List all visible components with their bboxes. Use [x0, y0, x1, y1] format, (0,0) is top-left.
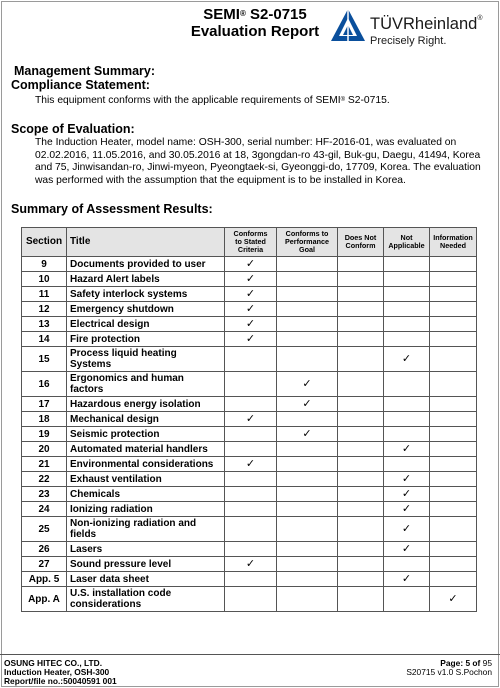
result-cell	[338, 332, 384, 347]
result-cell	[430, 317, 477, 332]
title-line: Lasers	[70, 543, 103, 555]
result-cell	[430, 557, 477, 572]
table-header-row	[22, 228, 477, 257]
title-line: Emergency shutdown	[70, 303, 174, 315]
section-cell: 14	[22, 332, 67, 347]
result-cell	[384, 502, 430, 517]
assessment-summary-heading: Summary of Assessment Results:	[11, 202, 213, 216]
statement-standard: S2-0715.	[345, 95, 390, 106]
title-line: factors	[70, 384, 104, 395]
result-cell	[430, 572, 477, 587]
title-cell	[67, 442, 225, 457]
result-cell	[277, 587, 338, 612]
section-cell: 18	[22, 412, 67, 427]
check-mark-icon: ✓	[401, 472, 412, 485]
footer-report-file: Report/file no.:50040591 001	[4, 676, 117, 686]
title-line: Exhaust ventilation	[70, 473, 162, 485]
result-cell	[277, 572, 338, 587]
result-cell	[430, 487, 477, 502]
title-line: Seismic protection	[70, 428, 160, 440]
title-line: considerations	[70, 599, 142, 610]
result-cell	[225, 332, 277, 347]
scope-text	[35, 137, 480, 187]
title-line: Hazard Alert labels	[70, 273, 160, 285]
result-cell	[338, 587, 384, 612]
col-header-section: Section	[22, 228, 67, 257]
page-of: of	[470, 658, 483, 668]
result-cell	[338, 502, 384, 517]
check-mark-icon: ✓	[401, 352, 412, 365]
section-cell: 24	[22, 502, 67, 517]
title-line: U.S. installation code	[70, 588, 172, 599]
result-cell	[384, 572, 430, 587]
result-cell	[430, 287, 477, 302]
check-mark-icon: ✓	[245, 412, 256, 425]
check-mark-icon: ✓	[401, 572, 412, 585]
result-cell	[225, 397, 277, 412]
table-row	[22, 397, 477, 412]
title-line: Chemicals	[70, 488, 121, 500]
result-cell	[338, 427, 384, 442]
table-row	[22, 542, 477, 557]
compliance-statement-heading: Compliance Statement:	[11, 78, 150, 92]
result-cell	[430, 502, 477, 517]
title-cell	[67, 332, 225, 347]
result-cell	[338, 457, 384, 472]
table-row	[22, 502, 477, 517]
scope-heading: Scope of Evaluation:	[11, 122, 135, 136]
check-mark-icon: ✓	[245, 257, 256, 270]
page-number: 5	[465, 658, 471, 668]
check-mark-icon: ✓	[401, 487, 412, 500]
title-line: Laser data sheet	[70, 573, 149, 585]
col-header-not-applicable: Not Applicable	[384, 228, 430, 257]
section-cell: 13	[22, 317, 67, 332]
table-row	[22, 457, 477, 472]
title-line: Automated material handlers	[70, 443, 208, 455]
scope-line: was performed with the assumption that the equipment is to be installed in Korea.	[35, 174, 406, 186]
result-cell	[430, 542, 477, 557]
result-cell	[384, 427, 430, 442]
result-cell	[277, 272, 338, 287]
result-cell	[225, 457, 277, 472]
table-row	[22, 517, 477, 542]
title-cell	[67, 587, 225, 612]
table-row	[22, 412, 477, 427]
result-cell	[277, 517, 338, 542]
result-cell	[338, 472, 384, 487]
table-row	[22, 257, 477, 272]
title-cell	[67, 287, 225, 302]
tuv-logo	[330, 8, 495, 52]
result-cell	[225, 427, 277, 442]
result-cell	[277, 442, 338, 457]
result-cell	[277, 472, 338, 487]
result-cell	[225, 442, 277, 457]
col-header-does-not-conform: Does Not Conform	[338, 228, 384, 257]
check-mark-icon: ✓	[302, 427, 312, 440]
page-label: Page:	[440, 658, 466, 668]
result-cell	[225, 317, 277, 332]
check-mark-icon: ✓	[401, 522, 412, 535]
standard-name: SEMI	[203, 6, 240, 23]
result-cell	[277, 457, 338, 472]
footer-company: OSUNG HITEC CO., LTD.	[4, 658, 103, 668]
section-cell: 21	[22, 457, 67, 472]
result-cell	[384, 587, 430, 612]
title-line: Fire protection	[70, 333, 141, 345]
result-cell	[384, 412, 430, 427]
result-cell	[338, 557, 384, 572]
table-row	[22, 572, 477, 587]
table-row	[22, 347, 477, 372]
result-cell	[277, 317, 338, 332]
title-cell	[67, 272, 225, 287]
result-cell	[225, 347, 277, 372]
result-cell	[338, 272, 384, 287]
result-cell	[384, 272, 430, 287]
section-cell: App. A	[22, 587, 67, 612]
result-cell	[225, 557, 277, 572]
title-cell	[67, 317, 225, 332]
result-cell	[225, 487, 277, 502]
result-cell	[338, 257, 384, 272]
footer-divider	[0, 654, 500, 655]
result-cell	[384, 317, 430, 332]
result-cell	[277, 412, 338, 427]
report-title	[170, 6, 340, 40]
result-cell	[225, 287, 277, 302]
scope-line: 02.02.2016, 11.05.2016, and 30.05.2016 at 18, 3gongdan-ro 43-gil, Buk-gu, Daegu, 41494, Korea	[35, 149, 481, 161]
result-cell	[430, 372, 477, 397]
result-cell	[225, 372, 277, 397]
section-cell: 22	[22, 472, 67, 487]
title-cell	[67, 517, 225, 542]
result-cell	[384, 457, 430, 472]
statement-text: This equipment conforms with the applicable requirements of SEMI	[35, 95, 341, 106]
check-mark-icon: ✓	[245, 302, 256, 315]
result-cell	[384, 347, 430, 372]
table-row	[22, 272, 477, 287]
result-cell	[277, 397, 338, 412]
check-mark-icon: ✓	[245, 557, 256, 570]
result-cell	[384, 442, 430, 457]
result-cell	[430, 302, 477, 317]
result-cell	[384, 257, 430, 272]
title-cell	[67, 347, 225, 372]
result-cell	[384, 472, 430, 487]
table-row	[22, 427, 477, 442]
title-cell	[67, 412, 225, 427]
result-cell	[338, 542, 384, 557]
check-mark-icon: ✓	[401, 442, 412, 455]
result-cell	[384, 332, 430, 347]
result-cell	[277, 372, 338, 397]
section-cell: App. 5	[22, 572, 67, 587]
result-cell	[384, 302, 430, 317]
result-cell	[384, 372, 430, 397]
section-cell: 23	[22, 487, 67, 502]
section-cell: 16	[22, 372, 67, 397]
section-cell: 12	[22, 302, 67, 317]
result-cell	[277, 487, 338, 502]
result-cell	[338, 347, 384, 372]
table-body	[22, 257, 477, 612]
scope-line: and 75, Jinwisandan-ro, Jinwi-myeon, Pyeongtaek-si, Gyeonggi-do, 17709, Korea. The evaluation	[35, 162, 481, 173]
result-cell	[430, 257, 477, 272]
check-mark-icon: ✓	[448, 592, 458, 605]
section-cell: 25	[22, 517, 67, 542]
table-row	[22, 317, 477, 332]
title-line: Ergonomics and human	[70, 373, 184, 384]
footer-version: S20715 v1.0 S.Pochon	[406, 667, 492, 677]
section-cell: 11	[22, 287, 67, 302]
section-cell: 10	[22, 272, 67, 287]
page-total: 95	[482, 658, 492, 668]
result-cell	[430, 517, 477, 542]
title-cell	[67, 542, 225, 557]
title-line: Environmental considerations	[70, 458, 214, 470]
footer-product: Induction Heater, OSH-300	[4, 667, 110, 677]
title-cell	[67, 397, 225, 412]
result-cell	[225, 572, 277, 587]
title-cell	[67, 427, 225, 442]
section-cell: 19	[22, 427, 67, 442]
title-line: Ionizing radiation	[70, 503, 153, 515]
title-cell	[67, 487, 225, 502]
title-line: Systems	[70, 359, 112, 370]
logo-registered-mark: ®	[477, 15, 483, 22]
result-cell	[338, 412, 384, 427]
table-row	[22, 587, 477, 612]
result-cell	[225, 517, 277, 542]
title-line: Process liquid heating	[70, 348, 177, 359]
result-cell	[430, 412, 477, 427]
result-cell	[430, 347, 477, 372]
assessment-table	[21, 227, 477, 612]
result-cell	[277, 542, 338, 557]
result-cell	[384, 487, 430, 502]
result-cell	[384, 557, 430, 572]
check-mark-icon: ✓	[302, 377, 312, 390]
scope-line: The Induction Heater, model name: OSH-300, serial number: HF-2016-01, was evaluated on	[35, 137, 457, 148]
title-line: Electrical design	[70, 318, 150, 330]
title-cell	[67, 557, 225, 572]
result-cell	[338, 287, 384, 302]
result-cell	[338, 517, 384, 542]
table-row	[22, 372, 477, 397]
check-mark-icon: ✓	[401, 502, 412, 515]
col-header-conforms-criteria: Conforms to Stated Criteria	[225, 228, 277, 257]
result-cell	[430, 442, 477, 457]
result-cell	[384, 287, 430, 302]
result-cell	[338, 397, 384, 412]
table-row	[22, 287, 477, 302]
result-cell	[430, 427, 477, 442]
result-cell	[277, 502, 338, 517]
section-cell: 26	[22, 542, 67, 557]
tuv-triangle-icon	[330, 8, 366, 46]
result-cell	[277, 302, 338, 317]
result-cell	[384, 542, 430, 557]
result-cell	[225, 472, 277, 487]
result-cell	[277, 427, 338, 442]
result-cell	[338, 372, 384, 397]
compliance-statement-text	[35, 95, 390, 108]
result-cell	[430, 397, 477, 412]
result-cell	[338, 302, 384, 317]
title-cell	[67, 457, 225, 472]
result-cell	[225, 302, 277, 317]
check-mark-icon: ✓	[245, 287, 256, 300]
result-cell	[225, 272, 277, 287]
title-cell	[67, 572, 225, 587]
section-cell: 15	[22, 347, 67, 372]
section-cell: 27	[22, 557, 67, 572]
title-cell	[67, 502, 225, 517]
result-cell	[384, 397, 430, 412]
title-line: Sound pressure level	[70, 558, 172, 570]
result-cell	[225, 412, 277, 427]
title-line: Documents provided to user	[70, 258, 206, 270]
check-mark-icon: ✓	[245, 272, 256, 285]
result-cell	[338, 487, 384, 502]
title-line: Non-ionizing radiation and	[70, 518, 197, 529]
result-cell	[277, 332, 338, 347]
table-row	[22, 302, 477, 317]
section-cell: 9	[22, 257, 67, 272]
check-mark-icon: ✓	[245, 332, 256, 345]
result-cell	[430, 587, 477, 612]
result-cell	[430, 332, 477, 347]
result-cell	[277, 287, 338, 302]
check-mark-icon: ✓	[245, 457, 256, 470]
table-row	[22, 332, 477, 347]
check-mark-icon: ✓	[245, 317, 256, 330]
result-cell	[430, 457, 477, 472]
section-cell: 20	[22, 442, 67, 457]
result-cell	[225, 257, 277, 272]
result-cell	[430, 472, 477, 487]
registered-mark: ®	[239, 9, 246, 18]
result-cell	[277, 257, 338, 272]
result-cell	[338, 317, 384, 332]
col-header-conforms-goal: Conforms to Performance Goal	[277, 228, 338, 257]
title-line: Mechanical design	[70, 413, 159, 425]
logo-name: TÜVRheinland	[370, 15, 478, 33]
title-cell	[67, 257, 225, 272]
result-cell	[384, 517, 430, 542]
col-header-title: Title	[67, 228, 225, 257]
table-row	[22, 472, 477, 487]
table-row	[22, 557, 477, 572]
result-cell	[338, 442, 384, 457]
table-row	[22, 442, 477, 457]
title-line: Safety interlock systems	[70, 288, 188, 300]
title-line: fields	[70, 529, 97, 540]
result-cell	[338, 572, 384, 587]
result-cell	[430, 272, 477, 287]
table-row	[22, 487, 477, 502]
title-cell	[67, 472, 225, 487]
col-header-information-needed: Information Needed	[430, 228, 477, 257]
statement-reg-mark: ®	[340, 97, 346, 103]
title-cell	[67, 302, 225, 317]
result-cell	[225, 542, 277, 557]
result-cell	[225, 587, 277, 612]
logo-tagline: Precisely Right.	[370, 35, 447, 47]
doc-number: S2-0715	[250, 6, 307, 23]
section-cell: 17	[22, 397, 67, 412]
check-mark-icon: ✓	[401, 542, 412, 555]
report-type: Evaluation Report	[190, 23, 320, 40]
check-mark-icon: ✓	[302, 397, 312, 410]
management-summary-heading: Management Summary:	[14, 64, 156, 78]
title-line: Hazardous energy isolation	[70, 398, 201, 410]
result-cell	[277, 347, 338, 372]
result-cell	[277, 557, 338, 572]
result-cell	[225, 502, 277, 517]
title-cell	[67, 372, 225, 397]
